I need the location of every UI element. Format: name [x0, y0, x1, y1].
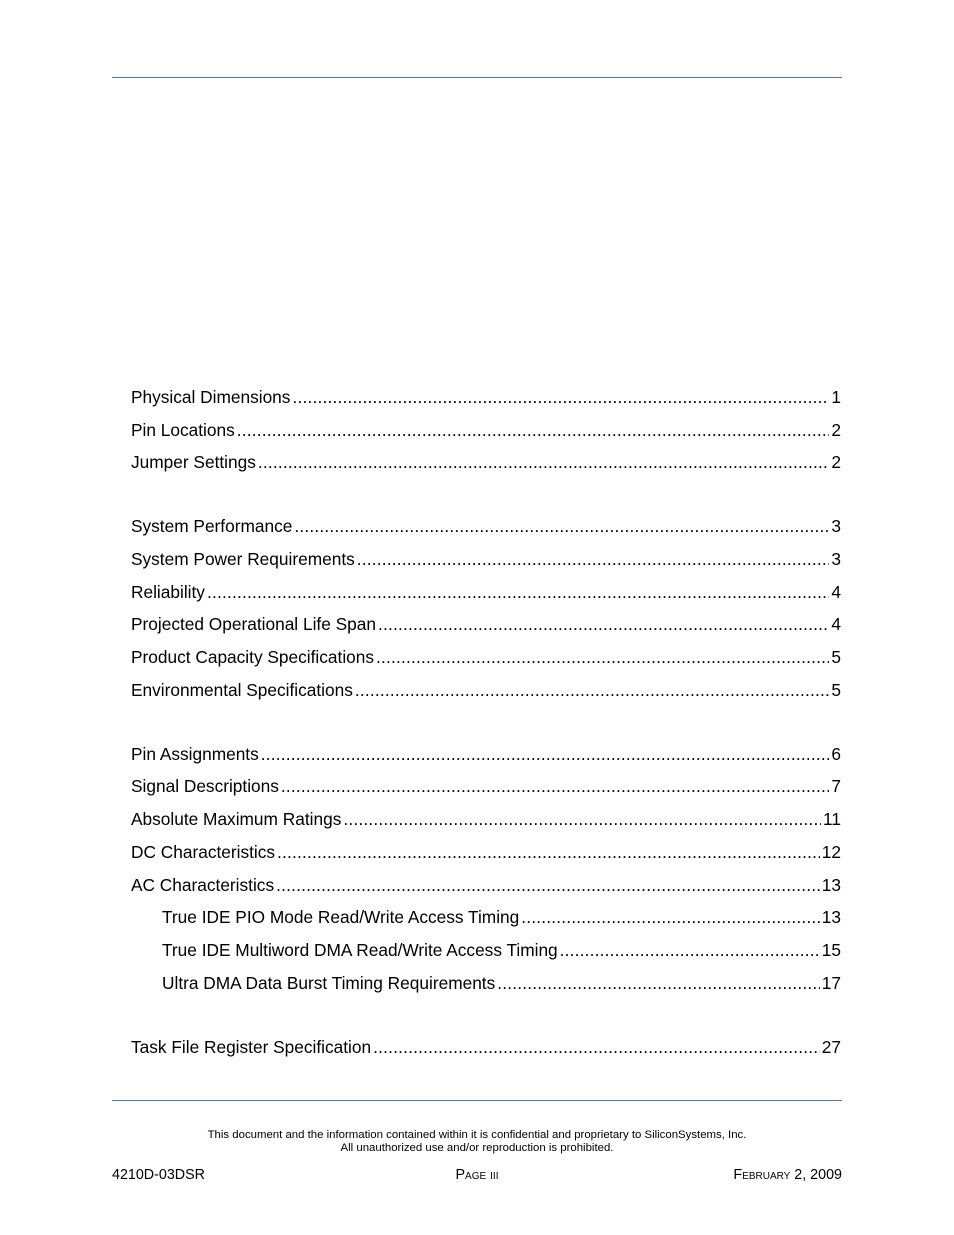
toc-entry-title: True IDE Multiword DMA Read/Write Access Timing	[162, 940, 558, 960]
toc-dot-leader	[357, 548, 830, 570]
toc-entry-title: Jumper Settings	[131, 452, 256, 472]
toc-dot-leader	[560, 939, 820, 961]
toc-entry-pin-assignments[interactable]	[131, 743, 841, 765]
toc-entry-page: 27	[821, 1037, 841, 1057]
toc-entry-title: Signal Descriptions	[131, 776, 279, 796]
toc-entry-page: 3	[831, 516, 841, 536]
footer-rule	[112, 1100, 842, 1101]
notice-line-2: All unauthorized use and/or reproduction is prohibited.	[340, 1141, 614, 1154]
toc-entry-page: 4	[831, 614, 841, 634]
toc-entry-title: Task File Register Specification	[131, 1037, 372, 1057]
toc-entry-jumper-settings[interactable]	[131, 451, 841, 473]
toc-dot-leader	[376, 646, 829, 668]
toc-entry-title: Pin Locations	[131, 420, 235, 440]
toc-entry-page: 6	[831, 744, 841, 764]
toc-entry-task-file-register-specification[interactable]	[131, 1036, 841, 1058]
toc-subentry-multiword-dma-timing[interactable]	[162, 939, 841, 961]
toc-entry-title: System Performance	[131, 516, 293, 536]
toc-entry-title: Ultra DMA Data Burst Timing Requirements	[162, 973, 496, 993]
toc-entry-ac-characteristics[interactable]	[131, 874, 841, 896]
toc-dot-leader	[277, 841, 820, 863]
toc-entry-page: 5	[831, 680, 841, 700]
header-rule	[112, 77, 842, 78]
toc-entry-page: 15	[821, 940, 841, 960]
toc-entry-title: DC Characteristics	[131, 842, 276, 862]
toc-entry-page: 2	[831, 420, 841, 440]
toc-entry-page: 13	[821, 875, 841, 895]
toc-dot-leader	[378, 613, 829, 635]
toc-dot-leader	[281, 775, 829, 797]
toc-entry-system-performance[interactable]	[131, 515, 841, 537]
toc-entry-physical-dimensions[interactable]	[131, 386, 841, 408]
toc-entry-page: 5	[831, 647, 841, 667]
toc-subentry-ultra-dma-timing[interactable]	[162, 972, 841, 994]
toc-entry-title: Product Capacity Specifications	[131, 647, 375, 667]
toc-entry-product-capacity-specifications[interactable]	[131, 646, 841, 668]
toc-entry-page: 17	[821, 973, 841, 993]
toc-dot-leader	[343, 808, 821, 830]
toc-entry-page: 4	[831, 582, 841, 602]
toc-dot-leader	[292, 386, 829, 408]
toc-dot-leader	[521, 906, 819, 928]
toc-entry-absolute-maximum-ratings[interactable]	[131, 808, 841, 830]
toc-entry-page: 2	[831, 452, 841, 472]
toc-entry-title: AC Characteristics	[131, 875, 275, 895]
toc-dot-leader	[355, 679, 829, 701]
toc-dot-leader	[261, 743, 830, 765]
document-date: February 2, 2009	[733, 1167, 842, 1183]
toc-entry-page: 3	[831, 549, 841, 569]
toc-entry-pin-locations[interactable]	[131, 419, 841, 441]
toc-dot-leader	[294, 515, 829, 537]
toc-entry-page: 12	[821, 842, 841, 862]
toc-dot-leader	[207, 581, 829, 603]
notice-line-1: This document and the information contained within it is confidential and proprietary to SiliconSystems, Inc.	[207, 1129, 747, 1141]
toc-subentry-pio-mode-timing[interactable]	[162, 906, 841, 928]
toc-dot-leader	[373, 1036, 820, 1058]
toc-entry-projected-operational-life-span[interactable]	[131, 613, 841, 635]
toc-entry-page: 11	[823, 809, 841, 829]
toc-dot-leader	[237, 419, 830, 441]
toc-entry-title: System Power Requirements	[131, 549, 355, 569]
page-number: Page iii	[455, 1167, 499, 1183]
toc-entry-title: Physical Dimensions	[131, 387, 291, 407]
toc-dot-leader	[497, 972, 820, 994]
document-id: 4210D-03DSR	[112, 1167, 205, 1183]
toc-entry-dc-characteristics[interactable]	[131, 841, 841, 863]
toc-entry-reliability[interactable]	[131, 581, 841, 603]
toc-entry-title: Environmental Specifications	[131, 680, 353, 700]
toc-entry-title: True IDE PIO Mode Read/Write Access Timing	[162, 907, 520, 927]
page-footer	[112, 1167, 842, 1187]
toc-dot-leader	[276, 874, 820, 896]
toc-entry-page: 13	[821, 907, 841, 927]
toc-entry-page: 7	[831, 776, 841, 796]
toc-dot-leader	[258, 451, 830, 473]
toc-entry-title: Pin Assignments	[131, 744, 259, 764]
toc-entry-page: 1	[831, 387, 841, 407]
toc-entry-title: Absolute Maximum Ratings	[131, 809, 342, 829]
toc-entry-signal-descriptions[interactable]	[131, 775, 841, 797]
toc-entry-system-power-requirements[interactable]	[131, 548, 841, 570]
toc-entry-environmental-specifications[interactable]	[131, 679, 841, 701]
toc-entry-title: Projected Operational Life Span	[131, 614, 376, 634]
toc-entry-title: Reliability	[131, 582, 205, 602]
confidentiality-notice	[112, 1129, 842, 1154]
